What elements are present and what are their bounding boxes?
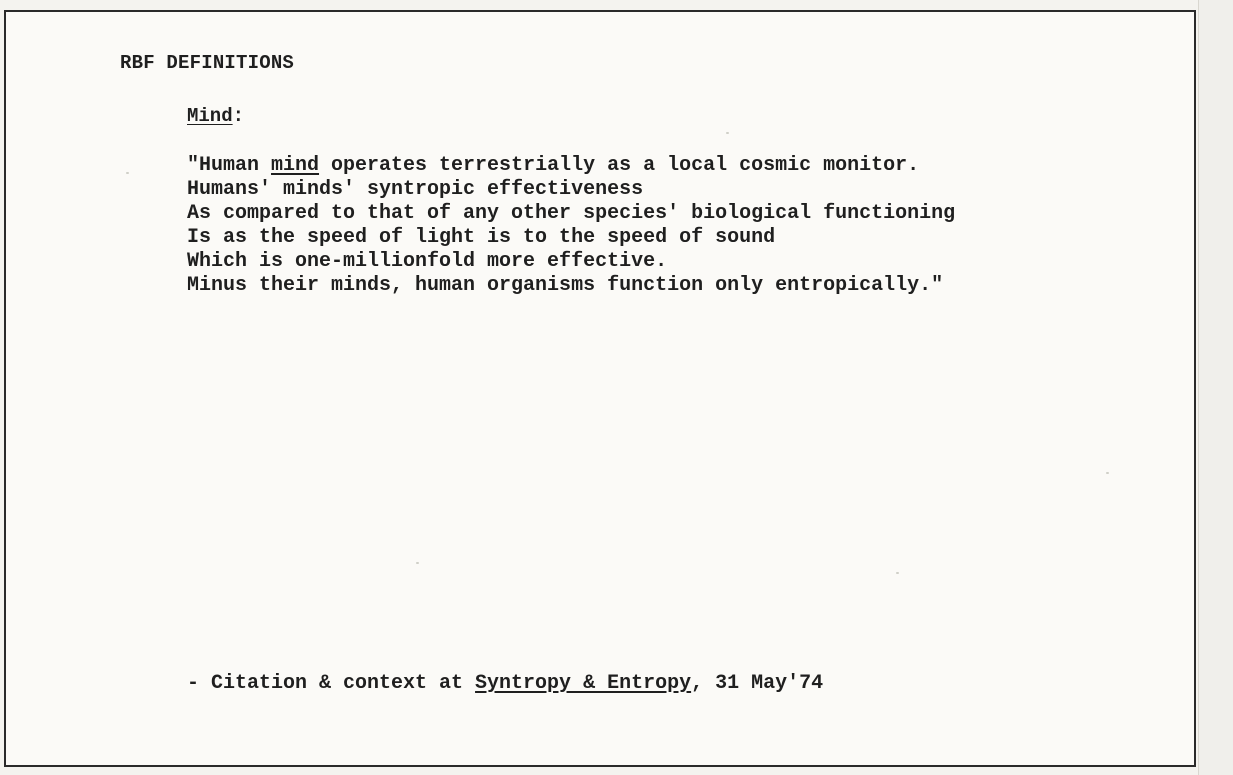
- citation: [187, 672, 823, 695]
- citation-prefix: - Citation & context at: [187, 672, 476, 695]
- quote-line-1-start: "Human: [187, 154, 272, 177]
- definition-card: [4, 10, 1196, 767]
- paper-speck: [416, 562, 419, 564]
- paper-speck: [1106, 472, 1109, 474]
- paper-speck: [126, 172, 129, 174]
- citation-link[interactable]: Syntropy & Entropy: [475, 672, 692, 695]
- definition-quote: [187, 154, 955, 298]
- quote-line-3: As compared to that of any other species' biological functioning: [187, 202, 956, 225]
- card-heading: RBF DEFINITIONS: [120, 52, 295, 74]
- quote-underlined-word: mind: [271, 154, 320, 177]
- term-colon: :: [232, 105, 245, 127]
- citation-suffix: , 31 May'74: [691, 672, 824, 695]
- quote-line-1: [187, 154, 955, 178]
- quote-line-1-end: operates terrestrially as a local cosmic monitor.: [319, 154, 920, 177]
- quote-line-4: Is as the speed of light is to the speed of sound: [187, 226, 776, 249]
- paper-speck: [896, 572, 899, 574]
- term-word: Mind: [187, 105, 233, 127]
- definition-term: [187, 105, 244, 127]
- page-edge-strip: [1198, 0, 1233, 775]
- quote-line-2: Humans' minds' syntropic effectiveness: [187, 178, 644, 201]
- paper-speck: [726, 132, 729, 134]
- quote-line-5: Which is one-millionfold more effective.: [187, 250, 668, 273]
- quote-line-6: Minus their minds, human organisms function only entropically.": [187, 274, 944, 297]
